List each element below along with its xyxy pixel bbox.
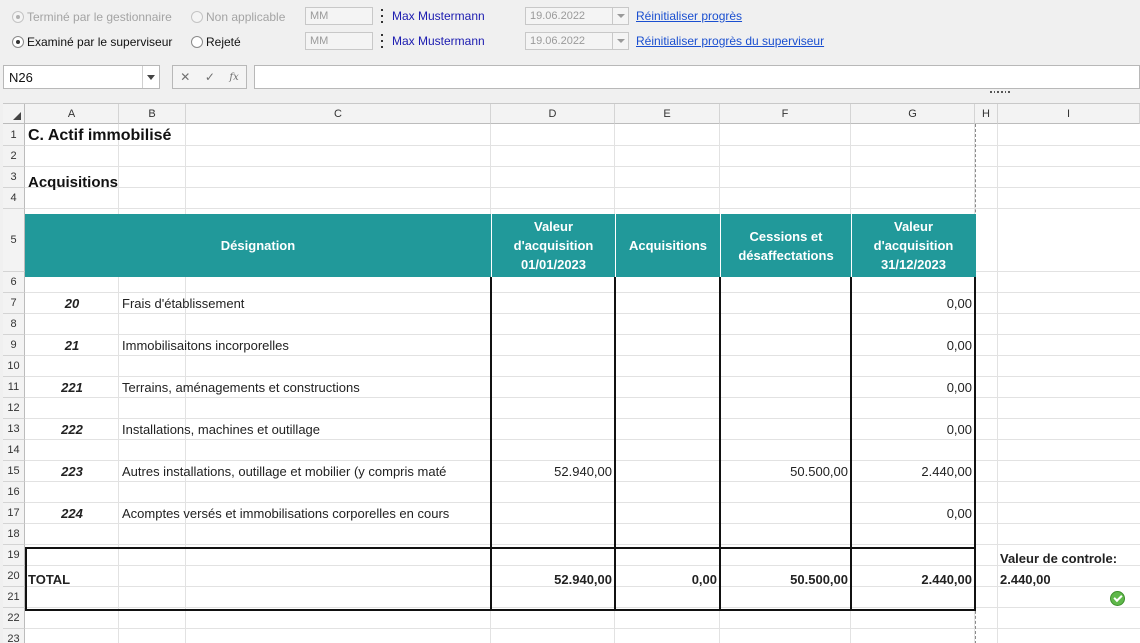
item-label[interactable]: Immobilisaitons incorporelles — [122, 338, 289, 353]
item-valeur-debut[interactable]: 52.940,00 — [554, 464, 612, 479]
radio-rejete[interactable] — [191, 35, 241, 49]
confirm-icon[interactable]: ✓ — [204, 70, 215, 84]
item-valeur-fin[interactable]: 0,00 — [946, 338, 972, 353]
row-gridline — [25, 145, 1140, 146]
column-header-a[interactable]: A — [25, 104, 119, 124]
header-valeur-debut[interactable]: Valeur d'acquisition 01/01/2023 — [513, 219, 594, 272]
row-header-1[interactable]: 1 — [3, 124, 25, 146]
radio-unselected-icon — [191, 11, 203, 23]
row-header-23[interactable]: 23 — [3, 629, 25, 643]
item-acquisitions[interactable] — [616, 377, 719, 398]
item-code[interactable]: 223 — [61, 464, 83, 479]
item-code[interactable]: 20 — [64, 296, 80, 311]
row-header-2[interactable]: 2 — [3, 146, 25, 167]
item-valeur-debut[interactable] — [492, 293, 614, 314]
radio-label: Terminé par le gestionnaire — [27, 10, 172, 24]
column-header-h[interactable]: H — [975, 104, 998, 124]
row-header-10[interactable]: 10 — [3, 356, 25, 377]
radio-selected-icon — [12, 36, 24, 48]
item-cessions[interactable] — [721, 335, 850, 356]
person-name: Max Mustermann — [392, 9, 485, 23]
row-header-9[interactable]: 9 — [3, 335, 25, 356]
row-header-13[interactable]: 13 — [3, 419, 25, 440]
control-label[interactable]: Valeur de controle: — [1000, 550, 1118, 566]
chevron-down-icon[interactable] — [142, 66, 159, 88]
radio-label: Non applicable — [206, 10, 286, 24]
column-header-d[interactable]: D — [491, 104, 615, 124]
header-acquisitions[interactable]: Acquisitions — [628, 238, 707, 253]
name-box[interactable] — [3, 65, 160, 89]
item-cessions[interactable]: 50.500,00 — [790, 464, 848, 479]
total-valeur-fin[interactable]: 2.440,00 — [921, 571, 972, 587]
item-cessions[interactable] — [721, 503, 850, 524]
row-header-21[interactable]: 21 — [3, 587, 25, 608]
row-header-15[interactable]: 15 — [3, 461, 25, 482]
item-valeur-fin[interactable]: 0,00 — [946, 506, 972, 521]
row-header-8[interactable]: 8 — [3, 314, 25, 335]
item-acquisitions[interactable] — [616, 503, 719, 524]
person-name: Max Mustermann — [392, 34, 485, 48]
row-gridline — [25, 544, 1140, 545]
item-cessions[interactable] — [721, 377, 850, 398]
radio-termine-gestionnaire[interactable] — [12, 10, 172, 24]
reset-supervisor-progress-link[interactable]: Réinitialiser progrès du superviseur — [636, 34, 825, 48]
formula-input[interactable] — [254, 65, 1140, 89]
cell-reference: N26 — [9, 70, 33, 85]
date-picker[interactable] — [525, 32, 629, 50]
section-title[interactable]: Acquisitions — [28, 174, 119, 191]
more-options-icon[interactable] — [381, 32, 384, 50]
item-acquisitions[interactable] — [616, 293, 719, 314]
item-label[interactable]: Terrains, aménagements et constructions — [122, 380, 360, 395]
row-header-19[interactable]: 19 — [3, 545, 25, 566]
row-header-4[interactable]: 4 — [3, 188, 25, 209]
item-valeur-debut[interactable] — [492, 503, 614, 524]
more-options-icon[interactable] — [381, 7, 384, 25]
column-gridline — [997, 124, 998, 643]
column-header-g[interactable]: G — [851, 104, 975, 124]
initials-field[interactable]: MM — [305, 32, 373, 50]
row-gridline — [25, 208, 1140, 209]
item-valeur-fin[interactable]: 0,00 — [946, 380, 972, 395]
radio-examine-superviseur[interactable] — [12, 35, 172, 49]
total-cessions[interactable]: 50.500,00 — [790, 571, 848, 587]
header-cessions[interactable]: Cessions et désaffectations — [738, 228, 834, 263]
date-value: 19.06.2022 — [530, 35, 586, 47]
column-header-c[interactable]: C — [186, 104, 491, 124]
row-header-17[interactable]: 17 — [3, 503, 25, 524]
item-valeur-debut[interactable] — [492, 335, 614, 356]
function-icon[interactable]: fx — [229, 71, 239, 83]
control-value[interactable]: 2.440,00 — [1000, 571, 1051, 587]
formula-bar — [0, 65, 1140, 90]
radio-selected-icon — [12, 11, 24, 23]
item-label[interactable]: Acomptes versés et immobilisations corporelles en cours — [122, 506, 450, 521]
row-header-14[interactable]: 14 — [3, 440, 25, 461]
item-code[interactable]: 224 — [61, 506, 83, 521]
row-gridline — [25, 166, 1140, 167]
row-header-11[interactable]: 11 — [3, 377, 25, 398]
item-cessions[interactable] — [721, 293, 850, 314]
sheet-title[interactable]: C. Actif immobilisé — [28, 126, 172, 144]
row-gridline — [25, 628, 1140, 629]
item-cessions[interactable] — [721, 419, 850, 440]
date-value: 19.06.2022 — [530, 10, 586, 22]
column-header-f[interactable]: F — [720, 104, 851, 124]
item-code[interactable]: 221 — [61, 380, 83, 395]
column-header-b[interactable]: B — [119, 104, 186, 124]
row-gridline — [25, 187, 1140, 188]
select-all-corner[interactable] — [3, 104, 25, 124]
date-picker[interactable] — [525, 7, 629, 25]
cancel-icon[interactable]: ✕ — [180, 70, 191, 84]
item-valeur-fin[interactable]: 0,00 — [946, 422, 972, 437]
resize-grip-icon[interactable] — [990, 91, 1010, 95]
row-header-18[interactable]: 18 — [3, 524, 25, 545]
item-label[interactable]: Autres installations, outillage et mobilier (y compris maté — [122, 464, 447, 479]
item-acquisitions[interactable] — [616, 419, 719, 440]
row-header-7[interactable]: 7 — [3, 293, 25, 314]
formula-buttons — [172, 65, 247, 89]
radio-non-applicable[interactable] — [191, 10, 285, 24]
chevron-down-icon[interactable] — [612, 33, 628, 49]
status-panel — [0, 0, 1140, 58]
initials-field[interactable]: MM — [305, 7, 373, 25]
item-valeur-fin[interactable]: 2.440,00 — [921, 464, 972, 479]
total-valeur-debut[interactable]: 52.940,00 — [554, 571, 612, 587]
column-header-e[interactable]: E — [615, 104, 720, 124]
item-acquisitions[interactable] — [616, 335, 719, 356]
header-designation[interactable]: Désignation — [220, 238, 296, 253]
total-label[interactable]: TOTAL — [28, 571, 71, 587]
row-header-12[interactable]: 12 — [3, 398, 25, 419]
header-valeur-fin[interactable]: Valeur d'acquisition 31/12/2023 — [873, 219, 954, 272]
row-header-3[interactable]: 3 — [3, 167, 25, 188]
item-code[interactable]: 222 — [61, 422, 83, 437]
row-header-16[interactable]: 16 — [3, 482, 25, 503]
row-header-6[interactable]: 6 — [3, 272, 25, 293]
radio-unselected-icon — [191, 36, 203, 48]
item-code[interactable]: 21 — [64, 338, 80, 353]
row-header-20[interactable]: 20 — [3, 566, 25, 587]
total-acquisitions[interactable]: 0,00 — [691, 571, 717, 587]
item-label[interactable]: Frais d'établissement — [122, 296, 245, 311]
chevron-down-icon[interactable] — [612, 8, 628, 24]
item-label[interactable]: Installations, machines et outillage — [122, 422, 321, 437]
item-valeur-debut[interactable] — [492, 377, 614, 398]
radio-label: Rejeté — [206, 35, 241, 49]
radio-label: Examiné par le superviseur — [27, 35, 173, 49]
item-valeur-fin[interactable]: 0,00 — [946, 296, 972, 311]
check-circle-icon — [1110, 591, 1125, 606]
spreadsheet-grid[interactable] — [3, 103, 1140, 643]
column-header-i[interactable]: I — [998, 104, 1140, 124]
row-header-5[interactable]: 5 — [3, 209, 25, 272]
row-header-22[interactable]: 22 — [3, 608, 25, 629]
item-acquisitions[interactable] — [616, 461, 719, 482]
reset-progress-link[interactable]: Réinitialiser progrès — [636, 9, 743, 23]
item-valeur-debut[interactable] — [492, 419, 614, 440]
